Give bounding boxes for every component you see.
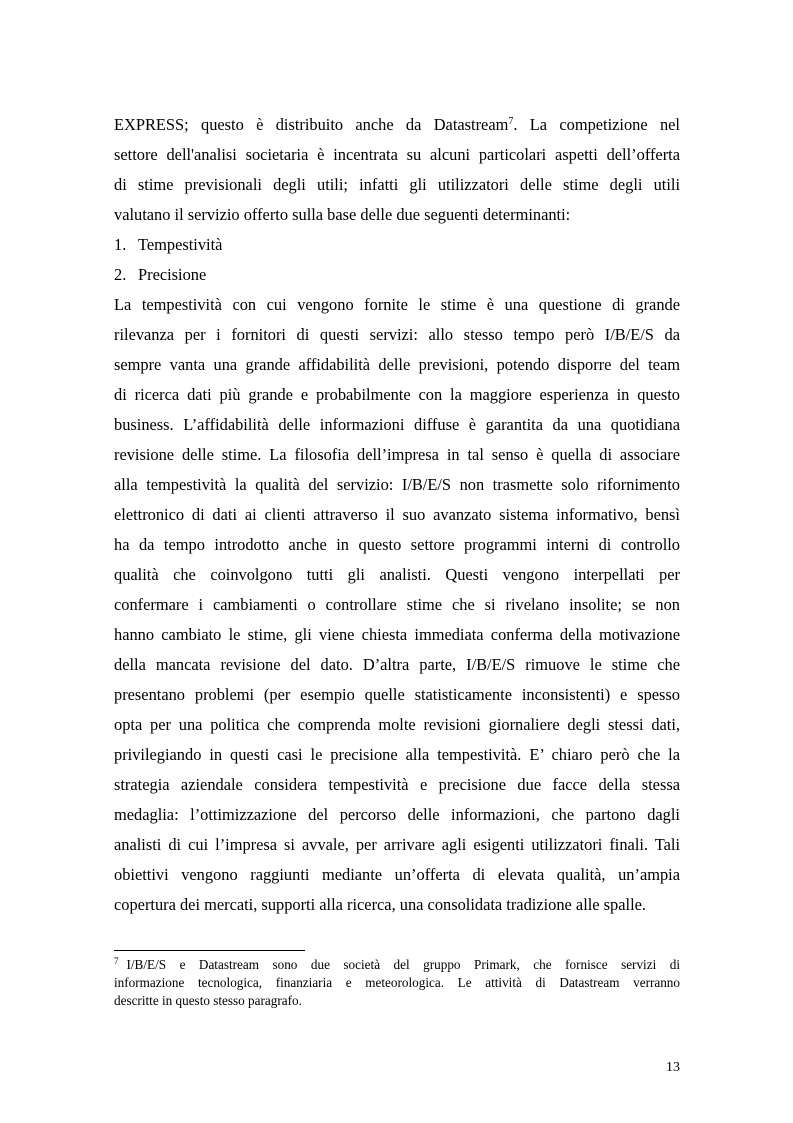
paragraph-line: presentano problemi (per esempio quelle statisticamente inconsistenti) e spesso	[114, 685, 680, 704]
paragraph-line: strategia aziendale considera tempestività e precisione due facce della stessa	[114, 775, 680, 794]
paragraph-line: La tempestività con cui vengono fornite le stime è una questione di grande	[114, 295, 680, 314]
paragraph-line: qualità che coinvolgono tutti gli analisti. Questi vengono interpellati per	[114, 565, 680, 584]
footnote-line: descritte in questo stesso paragrafo.	[114, 993, 302, 1008]
list-item-label: Precisione	[138, 265, 207, 284]
footnote-separator	[114, 950, 305, 951]
list-item-number: 1.	[114, 235, 127, 254]
footnote-line	[114, 956, 680, 974]
page-number: 13	[666, 1060, 680, 1075]
line-text: . La competizione nel	[513, 115, 680, 134]
paragraph-line	[114, 110, 680, 140]
paragraph-line: ha da tempo introdotto anche in questo settore programmi interni di controllo	[114, 535, 680, 554]
paragraph-line: settore dell'analisi societaria è incentrata su alcuni particolari aspetti dell’offerta	[114, 145, 680, 164]
footnote-mark: 7	[114, 956, 119, 966]
footnote-text: I/B/E/S e Datastream sono due società del gruppo Primark, che fornisce servizi di	[126, 957, 680, 972]
list-item-number: 2.	[114, 265, 127, 284]
main-text	[114, 110, 680, 920]
footnote	[114, 956, 680, 1010]
paragraph-line: confermare i cambiamenti o controllare stime che si rivelano insolite; se non	[114, 595, 680, 614]
list-item-label: Tempestività	[138, 235, 223, 254]
paragraph-line: opta per una politica che comprenda molte revisioni giornaliere degli stessi dati,	[114, 715, 680, 734]
paragraph-line: revisione delle stime. La filosofia dell’impresa in tal senso è quella di associare	[114, 445, 680, 464]
footnote-line: informazione tecnologica, finanziaria e meteorologica. Le attività di Datastream verranno	[114, 975, 680, 990]
paragraph-line: sempre vanta una grande affidabilità delle previsioni, potendo disporre del team	[114, 355, 680, 374]
paragraph-line: medaglia: l’ottimizzazione del percorso delle informazioni, che partono dagli	[114, 805, 680, 824]
paragraph-line: privilegiando in questi casi le precisione alla tempestività. E’ chiaro però che la	[114, 745, 680, 764]
paragraph-line: elettronico di dati ai clienti attraverso il suo avanzato sistema informativo, bensì	[114, 505, 680, 524]
paragraph-line: rilevanza per i fornitori di questi servizi: allo stesso tempo però I/B/E/S da	[114, 325, 680, 344]
paragraph-line: della mancata revisione del dato. D’altra parte, I/B/E/S rimuove le stime che	[114, 655, 680, 674]
paragraph-line: alla tempestività la qualità del servizio: I/B/E/S non trasmette solo rifornimento	[114, 475, 680, 494]
paragraph-line: di stime previsionali degli utili; infatti gli utilizzatori delle stime degli utili	[114, 175, 680, 194]
paragraph-line: valutano il servizio offerto sulla base delle due seguenti determinanti:	[114, 205, 571, 224]
paragraph-line: hanno cambiato le stime, gli viene chiesta immediata conferma della motivazione	[114, 625, 680, 644]
list-item	[114, 230, 680, 260]
paragraph-line: analisti di cui l’impresa si avvale, per arrivare agli esigenti utilizzatori finali. Tali	[114, 835, 680, 854]
paragraph-line: di ricerca dati più grande e probabilmente con la maggiore esperienza in questo	[114, 385, 680, 404]
paragraph-line: copertura dei mercati, supporti alla ricerca, una consolidata tradizione alle spalle.	[114, 895, 646, 914]
paragraph-line: obiettivi vengono raggiunti mediante un’offerta di elevata qualità, un’ampia	[114, 865, 680, 884]
list-item	[114, 260, 680, 290]
line-text: EXPRESS; questo è distribuito anche da Datastream	[114, 115, 509, 134]
footnote-reference[interactable]: 7	[508, 116, 514, 127]
paragraph-line: business. L’affidabilità delle informazioni diffuse è garantita da una quotidiana	[114, 415, 680, 434]
